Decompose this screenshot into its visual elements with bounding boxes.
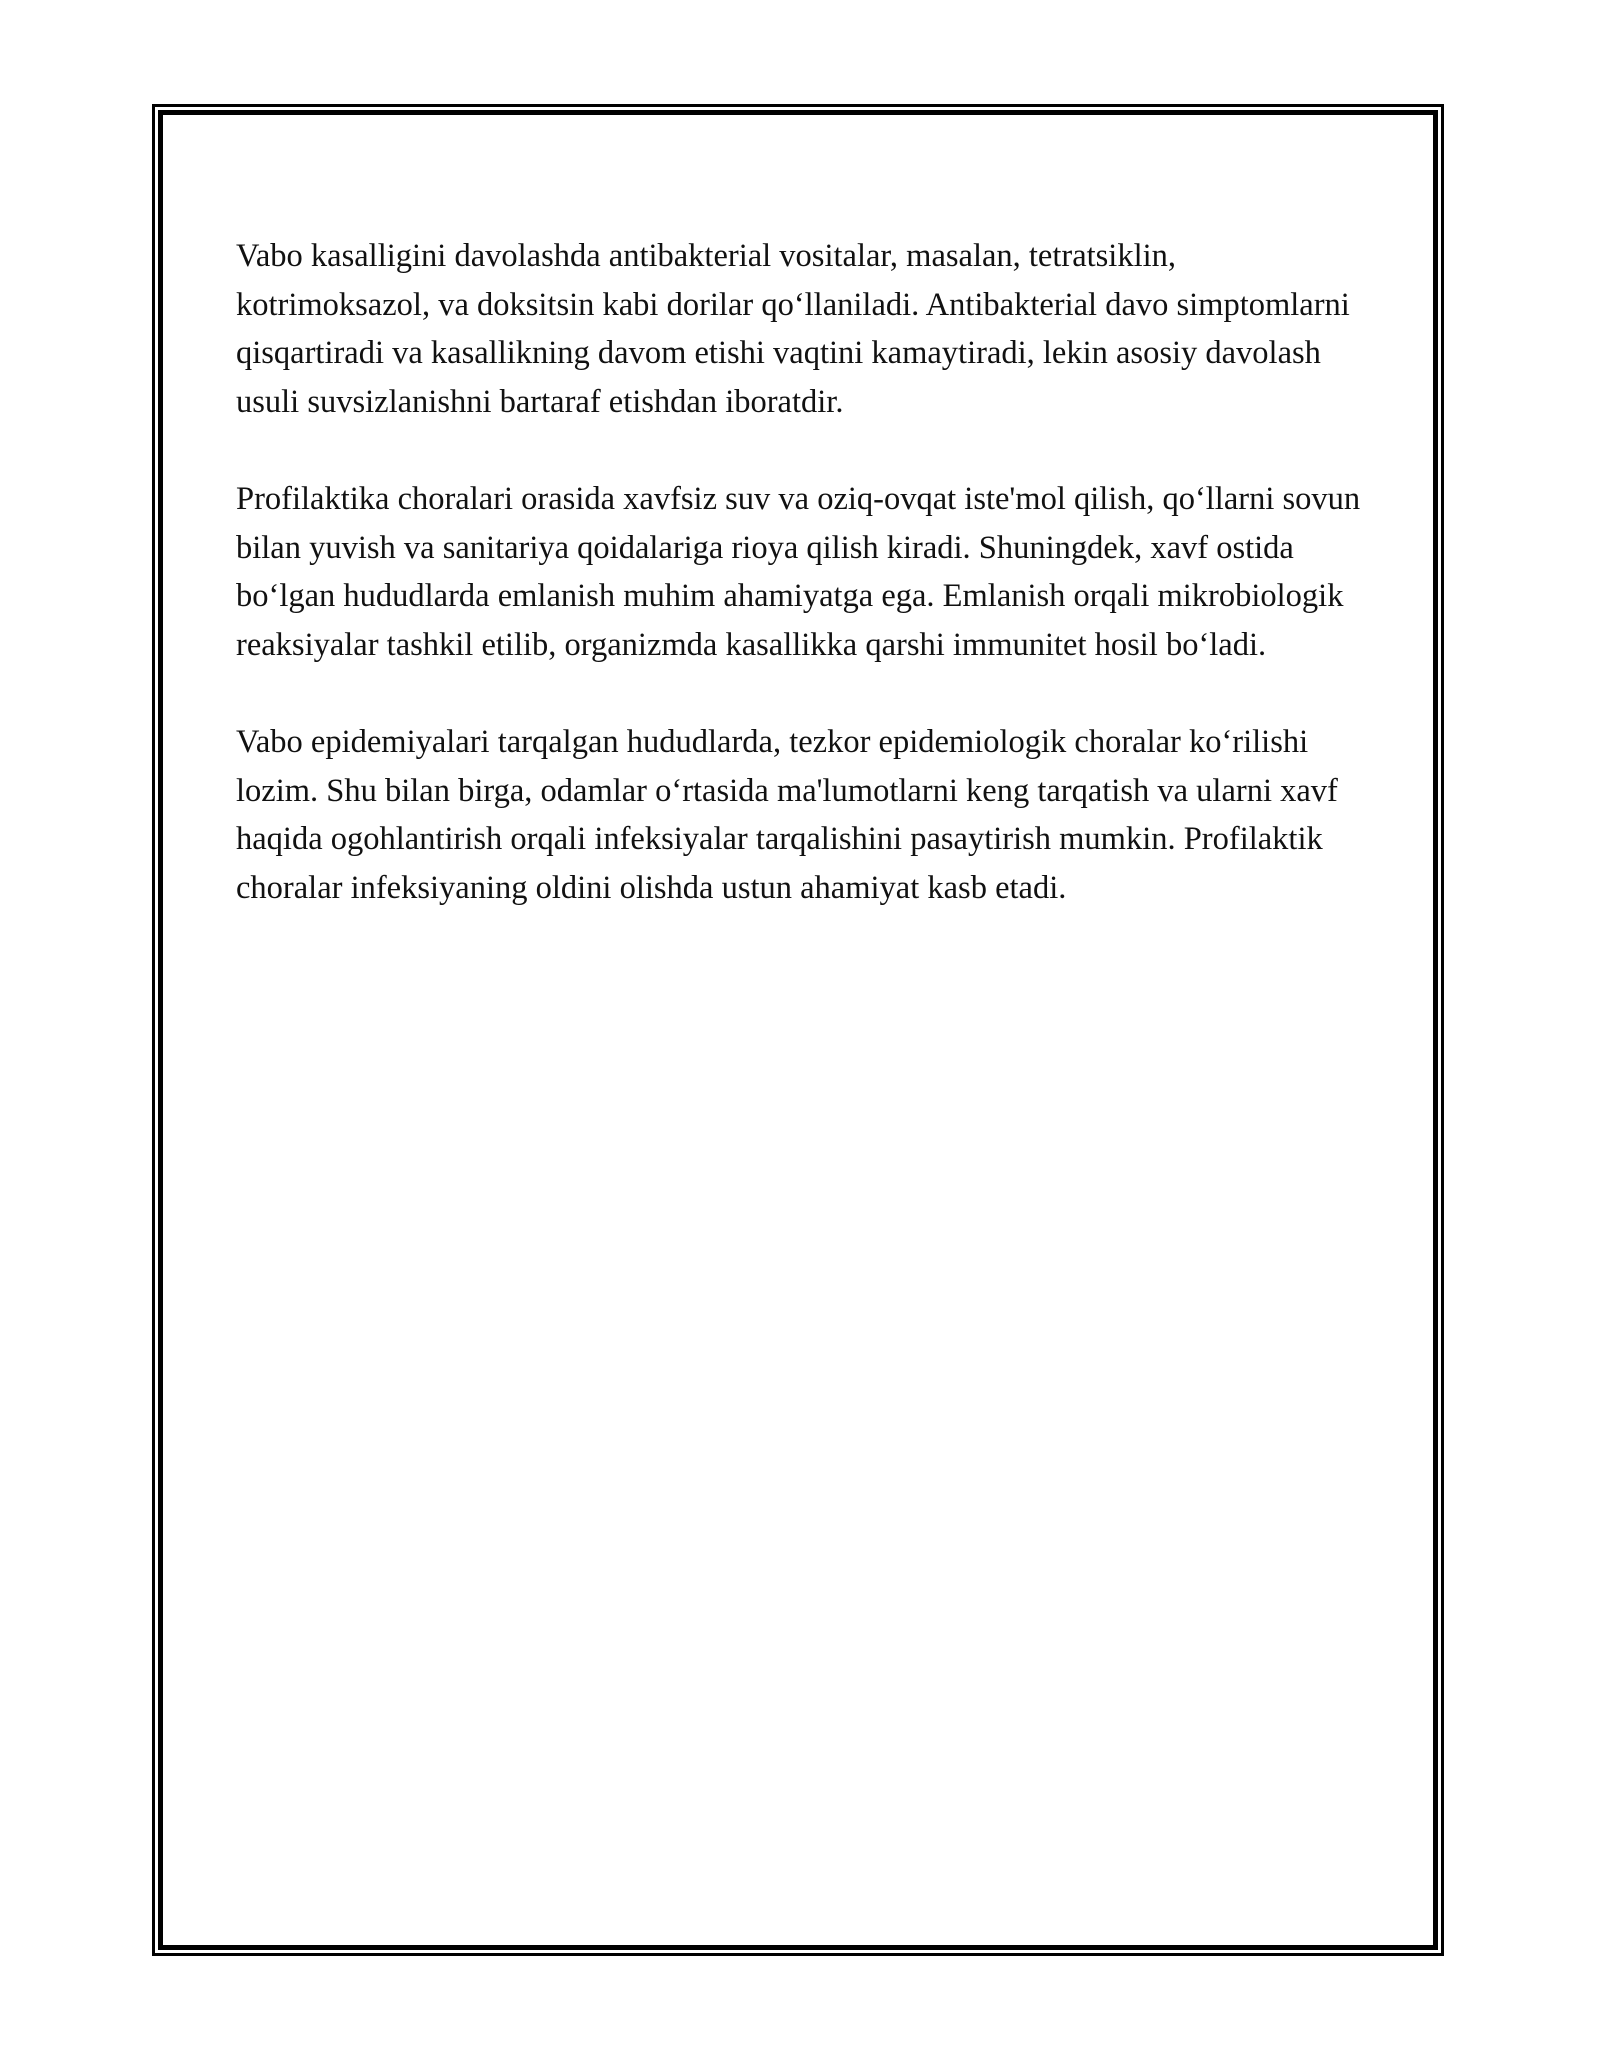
document-body — [236, 232, 1366, 961]
paragraph-epidemic-measures: Vabo epidemiyalari tarqalgan hududlarda, tezkor epidemiologik choralar ko‘rilishi lozim. Shu bilan birga, odamlar o‘rtasida ma'lumotlarni keng tarqatish va ularni xavf haqida ogohlantirish orqali infeksiyalar tarqalishini pasaytirish mumkin. Profilaktik choralar infeksiyaning oldini olishda ustun ahamiyat kasb etadi. — [236, 723, 1338, 906]
paragraph-treatment: Vabo kasalligini davolashda antibakterial vositalar, masalan, tetratsiklin, kotrimoksazol, va doksitsin kabi dorilar qo‘llaniladi. Antibakterial davo simptomlarni qisqartiradi va kasallikning davom etishi vaqtini kamaytiradi, lekin asosiy davolash usuli suvsizlanishni bartaraf etishdan iboratdir. — [236, 238, 1350, 420]
paragraph-prevention: Profilaktika choralari orasida xavfsiz suv va oziq-ovqat iste'mol qilish, qo‘llarni sovun bilan yuvish va sanitariya qoidalariga rioya qilish kiradi. Shuningdek, xavf ostida bo‘lgan hududlarda emlanish muhim ahamiyatga ega. Emlanish orqali mikrobiologik reaksiyalar tashkil etilib, organizmda kasallikka qarshi immunitet hosil bo‘ladi. — [236, 480, 1361, 663]
